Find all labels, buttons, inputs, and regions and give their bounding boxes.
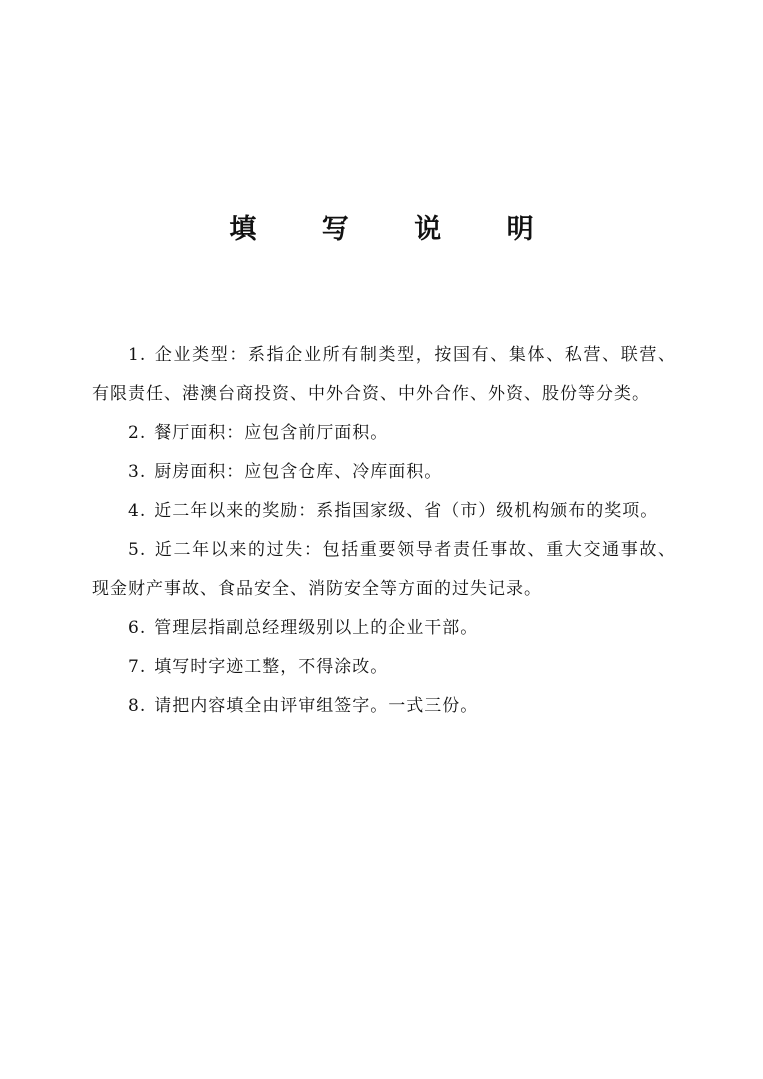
item-number: 8.: [128, 696, 147, 716]
item-number: 3.: [128, 462, 147, 482]
instructions-list: [92, 336, 676, 726]
list-item: [92, 336, 676, 414]
item-text: 近二年以来的过失：包括重要领导者责任事故、重大交通事故、现金财产事故、食品安全、消防安全等方面的过失记录。: [92, 540, 676, 599]
item-text: 餐厅面积：应包含前厅面积。: [154, 423, 389, 443]
item-text: 填写时字迹工整，不得涂改。: [154, 657, 389, 677]
list-item: [92, 414, 676, 453]
list-item: [92, 531, 676, 609]
list-item: [92, 609, 676, 648]
item-text: 管理层指副总经理级别以上的企业干部。: [154, 618, 479, 638]
list-item: [92, 453, 676, 492]
item-number: 4.: [128, 501, 147, 521]
item-number: 6.: [128, 618, 147, 638]
item-number: 1.: [128, 345, 147, 365]
item-number: 2.: [128, 423, 147, 443]
list-item: [92, 648, 676, 687]
item-text: 近二年以来的奖励：系指国家级、省（市）级机构颁布的奖项。: [154, 501, 659, 521]
list-item: [92, 687, 676, 726]
page-title: 填 写 说 明: [229, 214, 562, 245]
list-item: [92, 492, 676, 531]
item-number: 5.: [128, 540, 147, 560]
item-number: 7.: [128, 657, 147, 677]
item-text: 请把内容填全由评审组签字。一式三份。: [154, 696, 479, 716]
item-text: 企业类型：系指企业所有制类型，按国有、集体、私营、联营、有限责任、港澳台商投资、中外合资、中外合作、外资、股份等分类。: [92, 345, 676, 404]
item-text: 厨房面积：应包含仓库、冷库面积。: [154, 462, 443, 482]
